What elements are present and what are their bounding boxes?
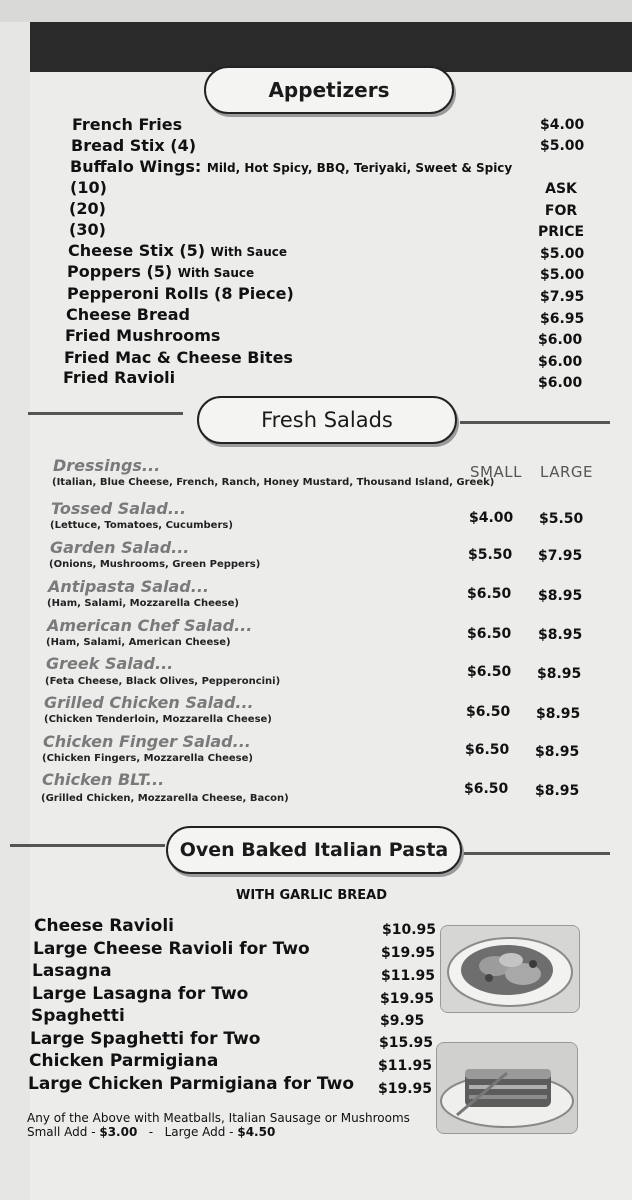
header-band	[30, 22, 632, 72]
price-large: $7.95	[538, 548, 583, 564]
item-price: $5.00	[540, 246, 585, 262]
item-price: ASK	[545, 181, 577, 197]
salad-name: Tossed Salad...	[51, 499, 187, 518]
price-large: $8.95	[537, 666, 582, 682]
price-large: $8.95	[538, 627, 583, 643]
item-name: Fried Ravioli	[63, 368, 176, 387]
pasta-name: Spaghetti	[31, 1006, 125, 1026]
pasta-price: $19.95	[378, 1081, 433, 1097]
salad-name: American Chef Salad...	[47, 616, 253, 635]
list-item	[0, 305, 632, 325]
list-item	[0, 348, 632, 368]
price-small: $5.50	[468, 547, 513, 563]
item-name: (20)	[69, 199, 106, 218]
salad-name: Chicken Finger Salad...	[43, 732, 251, 751]
price-large: $8.95	[535, 783, 580, 799]
salad-desc: (Chicken Fingers, Mozzarella Cheese)	[42, 753, 253, 764]
appetizers-banner	[204, 66, 454, 114]
pasta-title: Oven Baked Italian Pasta	[179, 839, 449, 861]
column-header-large: LARGE	[540, 463, 593, 481]
list-item	[0, 199, 632, 219]
item-name: French Fries	[72, 115, 183, 134]
pasta-price: $19.95	[380, 991, 435, 1007]
price-large: $8.95	[538, 588, 583, 604]
item-name: Pepperoni Rolls (8 Piece)	[67, 284, 294, 303]
item-price: FOR	[544, 203, 578, 219]
salad-name: Garden Salad...	[50, 538, 190, 557]
large-add-label: Large Add -	[164, 1125, 238, 1139]
salad-desc: (Feta Cheese, Black Olives, Pepperoncini)	[45, 676, 281, 687]
list-item	[0, 115, 632, 135]
price-small: $6.50	[467, 664, 512, 680]
item-note: Mild, Hot Spicy, BBQ, Teriyaki, Sweet & Spicy	[206, 161, 513, 175]
pasta-name: Large Lasagna for Two	[32, 984, 249, 1004]
salad-name: Antipasta Salad...	[48, 577, 209, 596]
pasta-banner	[166, 826, 462, 874]
item-price: $7.95	[540, 289, 585, 305]
price-small: $6.50	[467, 586, 512, 602]
list-item	[0, 241, 632, 261]
salad-name: Dressings...	[53, 456, 161, 475]
price-large: $5.50	[539, 511, 584, 527]
pasta-price: $9.95	[380, 1013, 425, 1029]
item-name: (10)	[70, 178, 107, 197]
pasta-name: Cheese Ravioli	[34, 916, 175, 936]
pasta-subtitle: WITH GARLIC BREAD	[236, 888, 388, 903]
salad-name: Chicken BLT...	[42, 770, 165, 789]
divider	[28, 412, 183, 415]
price-small: $6.50	[467, 626, 512, 642]
price-small: $6.50	[466, 704, 511, 720]
item-price: $5.00	[540, 138, 585, 154]
price-large: $8.95	[536, 706, 581, 722]
pasta-price: $10.95	[382, 922, 437, 938]
item-name: Fried Mac & Cheese Bites	[64, 348, 293, 367]
salad-desc: (Italian, Blue Cheese, French, Ranch, Honey Mustard, Thousand Island, Greek)	[52, 477, 495, 488]
price-small: $4.00	[469, 510, 514, 526]
lasagna-photo	[436, 1042, 578, 1134]
price-small: $6.50	[465, 742, 510, 758]
list-item	[0, 284, 632, 304]
divider	[460, 421, 610, 424]
appetizers-title: Appetizers	[268, 78, 390, 102]
salad-desc: (Ham, Salami, Mozzarella Cheese)	[47, 598, 239, 609]
column-header-small: SMALL	[470, 463, 522, 481]
price-large: $8.95	[535, 744, 580, 760]
item-name: Cheese Stix (5)	[68, 241, 206, 260]
pasta-name: Large Cheese Ravioli for Two	[33, 939, 310, 959]
item-name: Poppers (5)	[67, 262, 173, 281]
item-name: Cheese Bread	[66, 305, 190, 324]
item-price: $6.00	[538, 332, 583, 348]
item-price: $6.95	[540, 311, 585, 327]
salad-name: Greek Salad...	[46, 654, 174, 673]
salad-desc: (Lettuce, Tomatoes, Cucumbers)	[50, 520, 233, 531]
salad-name: Grilled Chicken Salad...	[44, 693, 254, 712]
list-item	[0, 368, 632, 391]
salad-desc: (Chicken Tenderloin, Mozzarella Cheese)	[44, 714, 272, 725]
item-note: With Sauce	[177, 266, 255, 280]
pasta-name: Lasagna	[32, 961, 112, 981]
ravioli-photo	[440, 925, 580, 1013]
item-price: $5.00	[540, 267, 585, 283]
pasta-name: Chicken Parmigiana	[29, 1051, 219, 1071]
divider	[10, 844, 165, 847]
large-add-price: $4.50	[237, 1125, 276, 1139]
item-price: $6.00	[538, 375, 583, 391]
pasta-price: $15.95	[379, 1035, 434, 1051]
price-small: $6.50	[464, 781, 509, 797]
pasta-name: Large Chicken Parmigiana for Two	[28, 1074, 355, 1094]
list-item	[0, 157, 632, 177]
pasta-name: Large Spaghetti for Two	[30, 1029, 261, 1049]
item-name: Fried Mushrooms	[65, 326, 221, 345]
item-name: Buffalo Wings:	[70, 157, 202, 176]
separator: -	[148, 1125, 154, 1139]
salads-banner	[197, 396, 457, 444]
item-price: $6.00	[538, 354, 583, 370]
salads-title: Fresh Salads	[261, 408, 393, 432]
small-add-label: Small Add -	[27, 1125, 100, 1139]
list-item	[0, 326, 632, 346]
top-strip	[0, 0, 632, 22]
divider	[460, 852, 610, 855]
item-name: (30)	[69, 220, 106, 239]
pasta-price: $11.95	[381, 968, 436, 984]
add-on-note: Any of the Above with Meatballs, Italian Sausage or Mushrooms	[27, 1111, 410, 1125]
salad-desc: (Ham, Salami, American Cheese)	[46, 637, 231, 648]
add-on-prices	[27, 1125, 275, 1139]
list-item	[0, 136, 632, 156]
pasta-price: $11.95	[378, 1058, 433, 1074]
item-price: PRICE	[537, 224, 585, 240]
item-name: Bread Stix (4)	[71, 136, 197, 155]
pasta-price: $19.95	[381, 945, 436, 961]
item-note: With Sauce	[210, 245, 288, 259]
salad-desc: (Grilled Chicken, Mozzarella Cheese, Bacon)	[41, 793, 289, 804]
small-add-price: $3.00	[99, 1125, 138, 1139]
salad-desc: (Onions, Mushrooms, Green Peppers)	[49, 559, 261, 570]
list-item	[0, 220, 632, 240]
list-item	[0, 178, 632, 198]
item-price: $4.00	[540, 117, 585, 133]
list-item	[0, 262, 632, 282]
